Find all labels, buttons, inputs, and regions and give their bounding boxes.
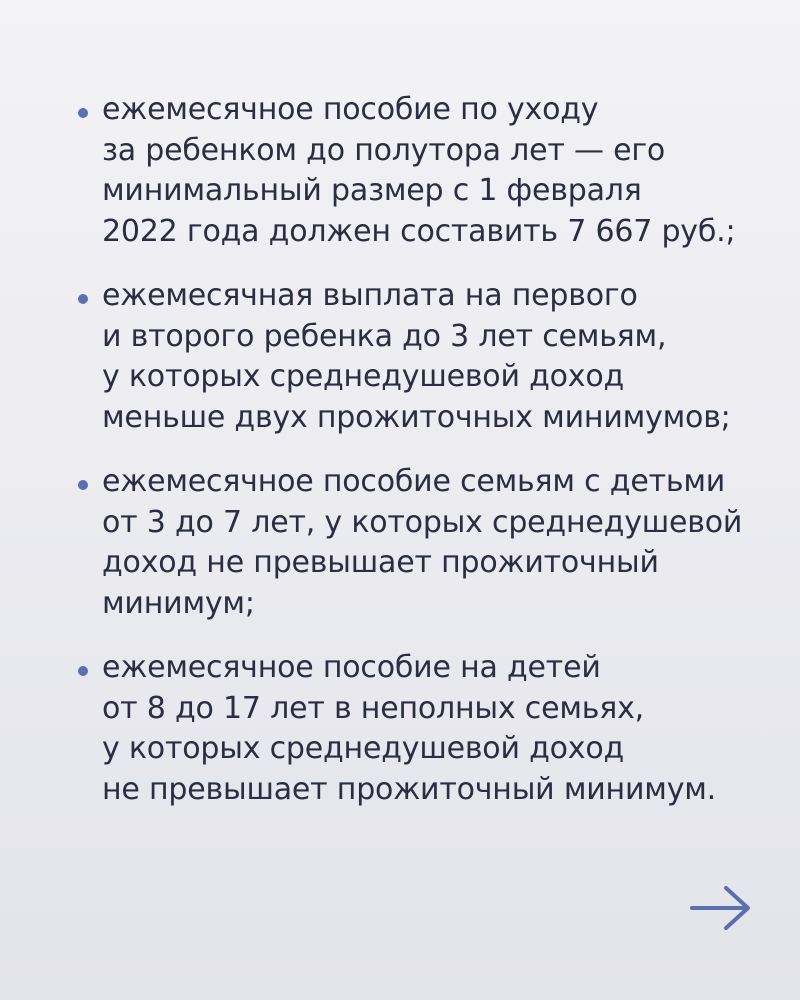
list-item-text [102,90,778,252]
next-slide-button[interactable] [688,880,754,936]
list-item-line: ежемесячная выплата на первого [102,278,638,313]
list-item-line: у которых среднедушевой доход [102,731,625,766]
list-item [78,648,778,810]
list-item-line: у которых среднедушевой доход [102,359,625,394]
list-item-line: ежемесячное пособие по уходу [102,92,599,127]
bullet-dot-icon [78,294,88,304]
list-item-line: 2022 года должен составить 7 667 руб.; [102,213,736,249]
list-item-line: от 3 до 7 лет, у которых среднедушевой [102,504,743,540]
bullet-dot-icon [78,108,88,118]
list-item [78,90,778,252]
list-item-line: ежемесячное пособие на детей [102,650,601,685]
bullet-dot-icon [78,480,88,490]
list-item-text [102,648,778,810]
list-item-text [102,462,778,624]
benefits-list [78,90,778,834]
list-item-line: минимум; [102,585,255,621]
bullet-dot-icon [78,666,88,676]
list-item [78,276,778,438]
list-item-line: не превышает прожиточный минимум. [102,771,717,807]
list-item-text [102,276,778,438]
arrow-right-icon [688,880,754,936]
list-item-line: ежемесячное пособие семьям с детьми [102,464,726,499]
list-item-line: доход не превышает прожиточный [102,545,659,580]
list-item-line: меньше двух прожиточных минимумов; [102,399,731,435]
list-item-line: минимальный размер с 1 февраля [102,173,642,208]
list-item-line: за ребенком до полутора лет — его [102,132,666,168]
list-item [78,462,778,624]
list-item-line: от 8 до 17 лет в неполных семьях, [102,690,644,726]
list-item-line: и второго ребенка до 3 лет семьям, [102,318,667,354]
